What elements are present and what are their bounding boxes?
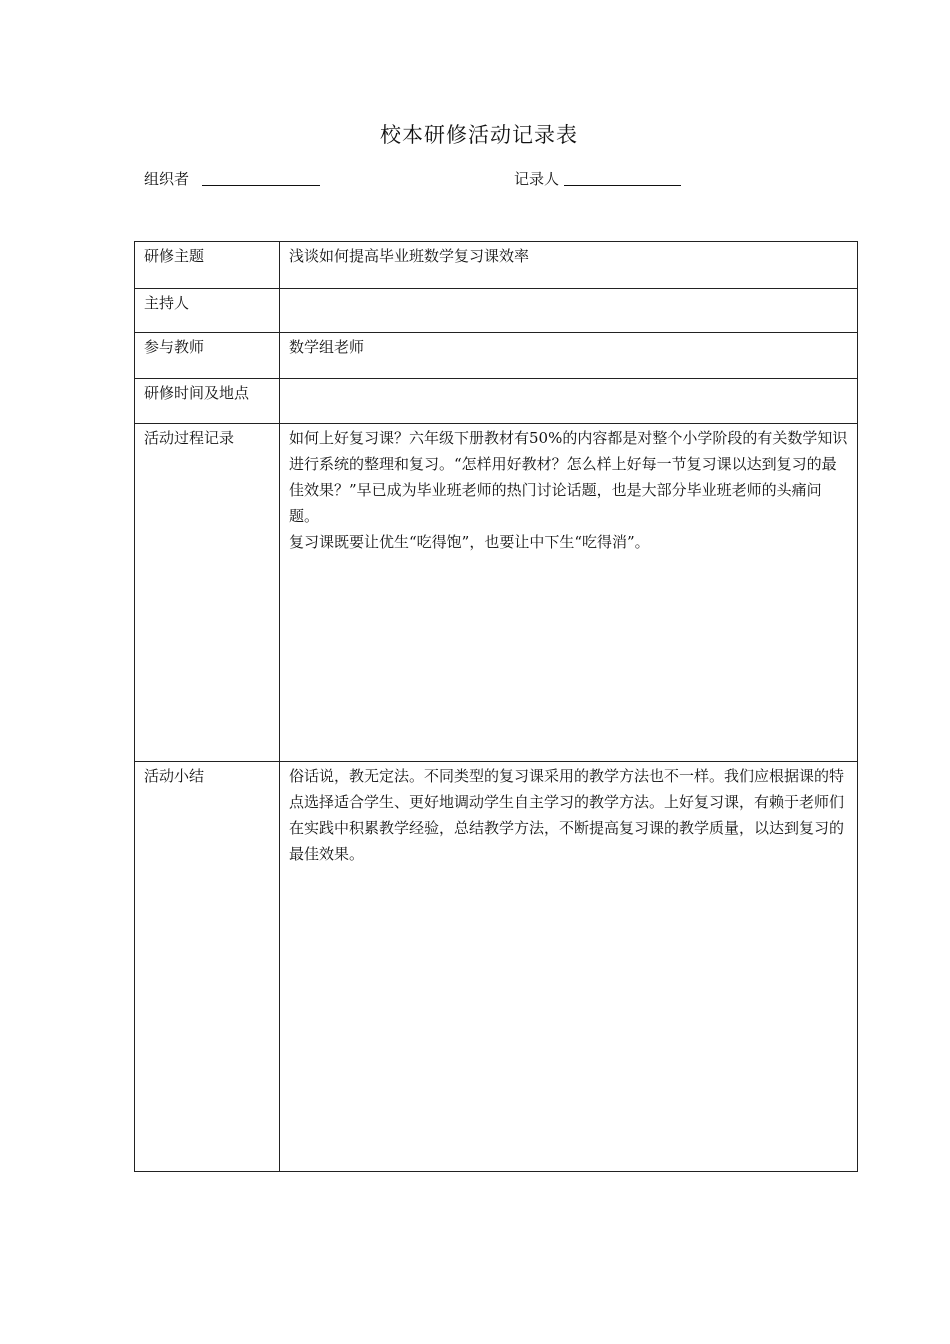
process-value (280, 424, 858, 762)
topic-label: 研修主题 (135, 242, 280, 289)
organizer-field[interactable] (202, 185, 320, 186)
process-paragraph: 如何上好复习课？六年级下册教材有50%的内容都是对整个小学阶段的有关数学知识进行系统的整理和复习。“怎样用好教材？怎么样上好每一节复习课以达到复习的最佳效果？”早已成为毕业班老师的热门讨论话题，也是大部分毕业班老师的头痛问题。 (289, 429, 848, 525)
page-title: 校本研修活动记录表 (380, 123, 578, 147)
summary-value (280, 762, 858, 1172)
process-paragraph: 复习课既要让优生“吃得饱”，也要让中下生“吃得消”。 (289, 533, 650, 551)
table-row-process (135, 424, 858, 762)
recorder-field[interactable] (564, 185, 681, 186)
process-label: 活动过程记录 (135, 424, 280, 762)
organizer-label: 组织者 (144, 170, 190, 188)
table-row-topic (135, 242, 858, 289)
summary-paragraph: 俗话说，教无定法。不同类型的复习课采用的教学方法也不一样。我们应根据课的特点选择适合学生、更好地调动学生自主学习的教学方法。上好复习课，有赖于老师们在实践中积累教学经验，总结教学方法，不断提高复习课的教学质量，以达到复习的最佳效果。 (289, 767, 845, 863)
table-row-host (135, 289, 858, 333)
summary-label: 活动小结 (135, 762, 280, 1172)
recorder-label: 记录人 (514, 170, 560, 188)
host-value (280, 289, 858, 333)
host-label: 主持人 (135, 289, 280, 333)
time-place-label: 研修时间及地点 (135, 379, 280, 424)
table-row-teachers (135, 333, 858, 379)
topic-value: 浅谈如何提高毕业班数学复习课效率 (280, 242, 858, 289)
table-row-summary (135, 762, 858, 1172)
time-place-value (280, 379, 858, 424)
record-table (134, 241, 858, 1172)
teachers-label: 参与教师 (135, 333, 280, 379)
table-row-time-place (135, 379, 858, 424)
meta-row (144, 166, 704, 192)
teachers-value: 数学组老师 (280, 333, 858, 379)
